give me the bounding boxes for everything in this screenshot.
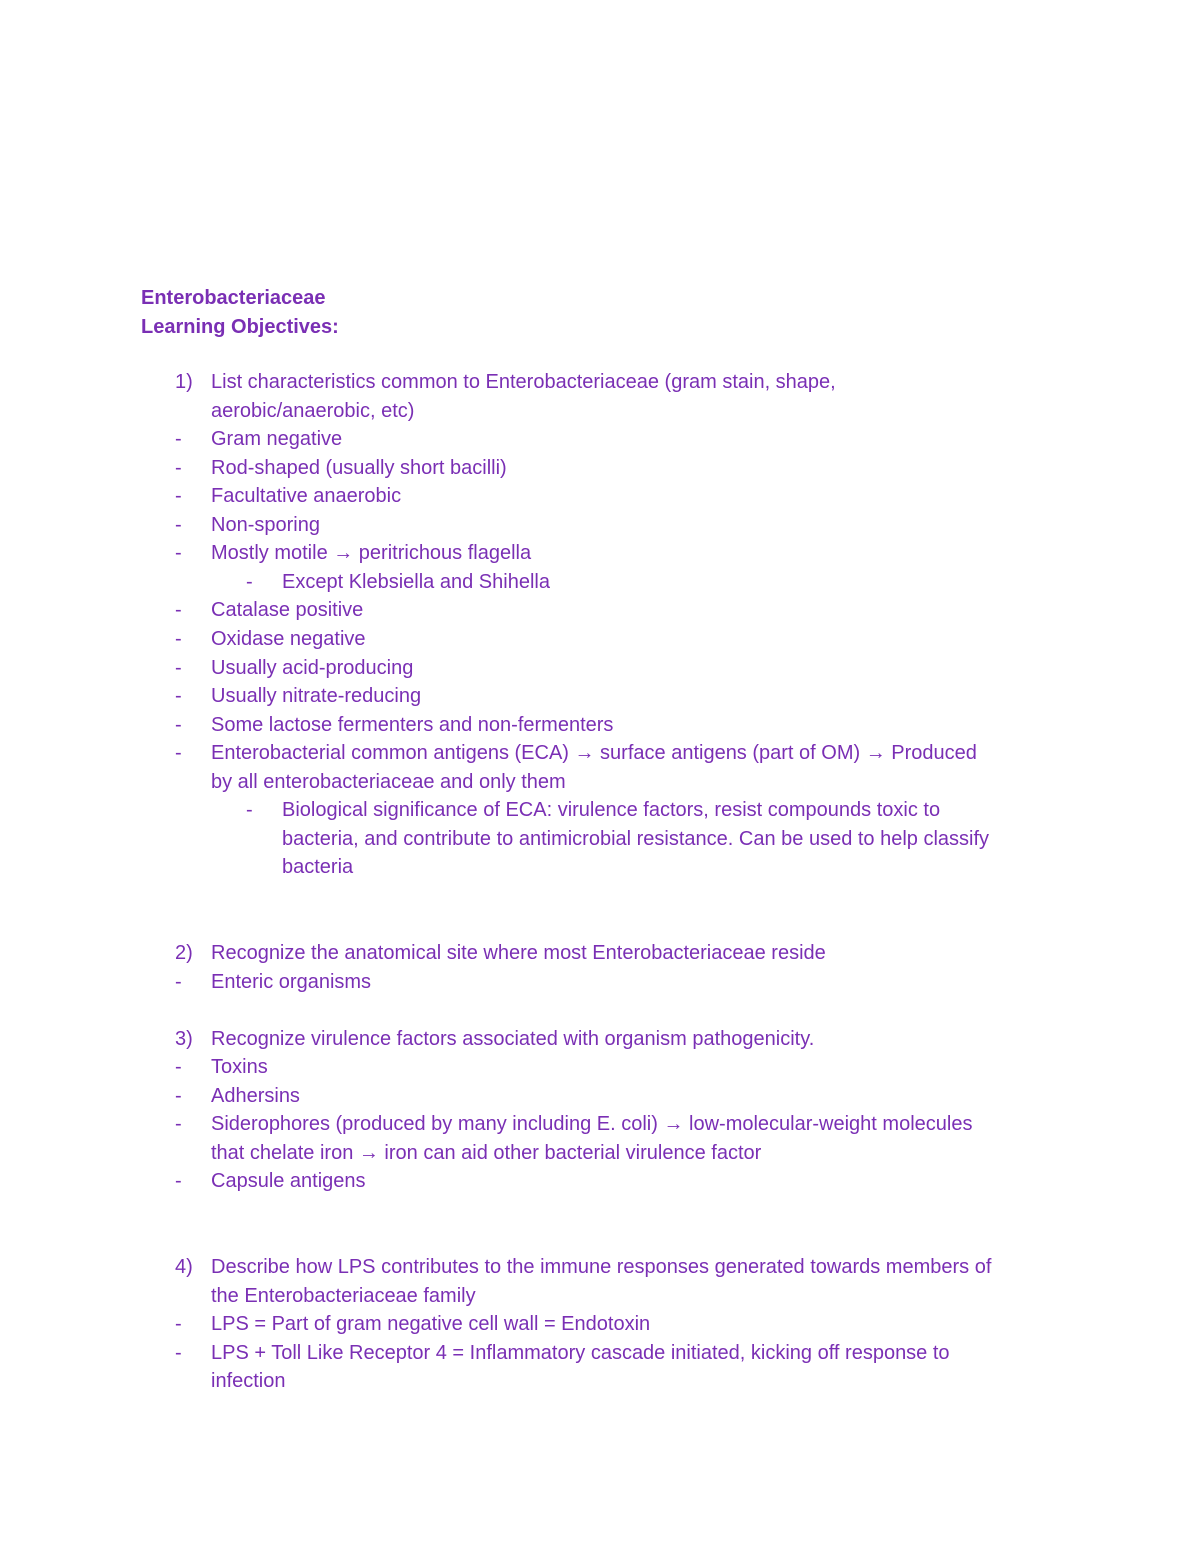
- list-item-text: Mostly motile → peritrichous flagella: [211, 542, 532, 565]
- bullet-marker: -: [175, 1341, 182, 1364]
- list-item-text: Usually nitrate-reducing: [211, 685, 422, 708]
- list-item-text: Describe how LPS contributes to the immune responses generated towards members of: [211, 1256, 992, 1279]
- bullet-marker: -: [246, 570, 253, 593]
- list-item-text: Usually acid-producing: [211, 656, 414, 679]
- bullet-marker: -: [175, 1170, 182, 1193]
- list-item-text: Catalase positive: [211, 599, 364, 622]
- bullet-marker: -: [175, 1084, 182, 1107]
- bullet-marker: -: [175, 713, 182, 736]
- bullet-marker: -: [175, 742, 182, 765]
- list-number: 4): [175, 1256, 193, 1279]
- list-item-text: Siderophores (produced by many including E. coli) → low-molecular-weight molecules: [211, 1113, 973, 1136]
- list-item-text: Except Klebsiella and Shihella: [282, 570, 550, 593]
- list-item-text: Some lactose fermenters and non-fermenters: [211, 713, 614, 736]
- bullet-marker: -: [175, 485, 182, 508]
- list-item-text: bacteria, and contribute to antimicrobial resistance. Can be used to help classify: [282, 827, 990, 850]
- list-number: 1): [175, 371, 193, 393]
- bullet-marker: -: [175, 1056, 182, 1079]
- bullet-marker: -: [175, 456, 182, 479]
- bullet-marker: -: [175, 542, 182, 565]
- document-title: Enterobacteriaceae: [141, 287, 326, 309]
- list-item-text: the Enterobacteriaceae family: [211, 1284, 476, 1307]
- list-item-text: Biological significance of ECA: virulence factors, resist compounds toxic to: [282, 799, 941, 822]
- document-subtitle: Learning Objectives:: [141, 316, 339, 338]
- list-item-text: by all enterobacteriaceae and only them: [211, 770, 566, 793]
- list-item-text: Oxidase negative: [211, 627, 366, 650]
- list-item-text: Gram negative: [211, 428, 343, 451]
- bullet-marker: -: [175, 627, 182, 650]
- list-item-text: LPS = Part of gram negative cell wall = Endotoxin: [211, 1313, 651, 1336]
- bullet-marker: -: [175, 513, 182, 536]
- list-item-text: Toxins: [211, 1056, 268, 1079]
- list-item-text: Recognize the anatomical site where most Enterobacteriaceae reside: [211, 942, 826, 964]
- list-item-text: Enterobacterial common antigens (ECA) → surface antigens (part of OM) → Produced: [211, 742, 977, 765]
- list-item-text: Facultative anaerobic: [211, 485, 402, 508]
- list-number: 3): [175, 1027, 193, 1050]
- list-item-text: Capsule antigens: [211, 1170, 366, 1193]
- bullet-marker: -: [246, 799, 253, 822]
- bullet-marker: -: [175, 1313, 182, 1336]
- list-item-text: infection: [211, 1370, 286, 1393]
- list-item-text: bacteria: [282, 856, 354, 879]
- list-number: 2): [175, 942, 193, 964]
- list-item-text: that chelate iron → iron can aid other bacterial virulence factor: [211, 1141, 762, 1164]
- bullet-marker: -: [175, 970, 182, 993]
- list-item-text: Rod-shaped (usually short bacilli): [211, 456, 507, 479]
- list-item-text: Adhersins: [211, 1084, 300, 1107]
- list-item-text: LPS + Toll Like Receptor 4 = Inflammatory cascade initiated, kicking off response to: [211, 1341, 950, 1364]
- bullet-marker: -: [175, 656, 182, 679]
- list-item-text: aerobic/anaerobic, etc): [211, 399, 415, 422]
- list-item-text: Non-sporing: [211, 513, 320, 536]
- list-item-text: Enteric organisms: [211, 970, 372, 993]
- bullet-marker: -: [175, 1113, 182, 1136]
- list-item-text: Recognize virulence factors associated with organism pathogenicity.: [211, 1027, 815, 1050]
- bullet-marker: -: [175, 428, 182, 451]
- list-item-text: List characteristics common to Enterobacteriaceae (gram stain, shape,: [211, 371, 836, 393]
- bullet-marker: -: [175, 599, 182, 622]
- bullet-marker: -: [175, 685, 182, 708]
